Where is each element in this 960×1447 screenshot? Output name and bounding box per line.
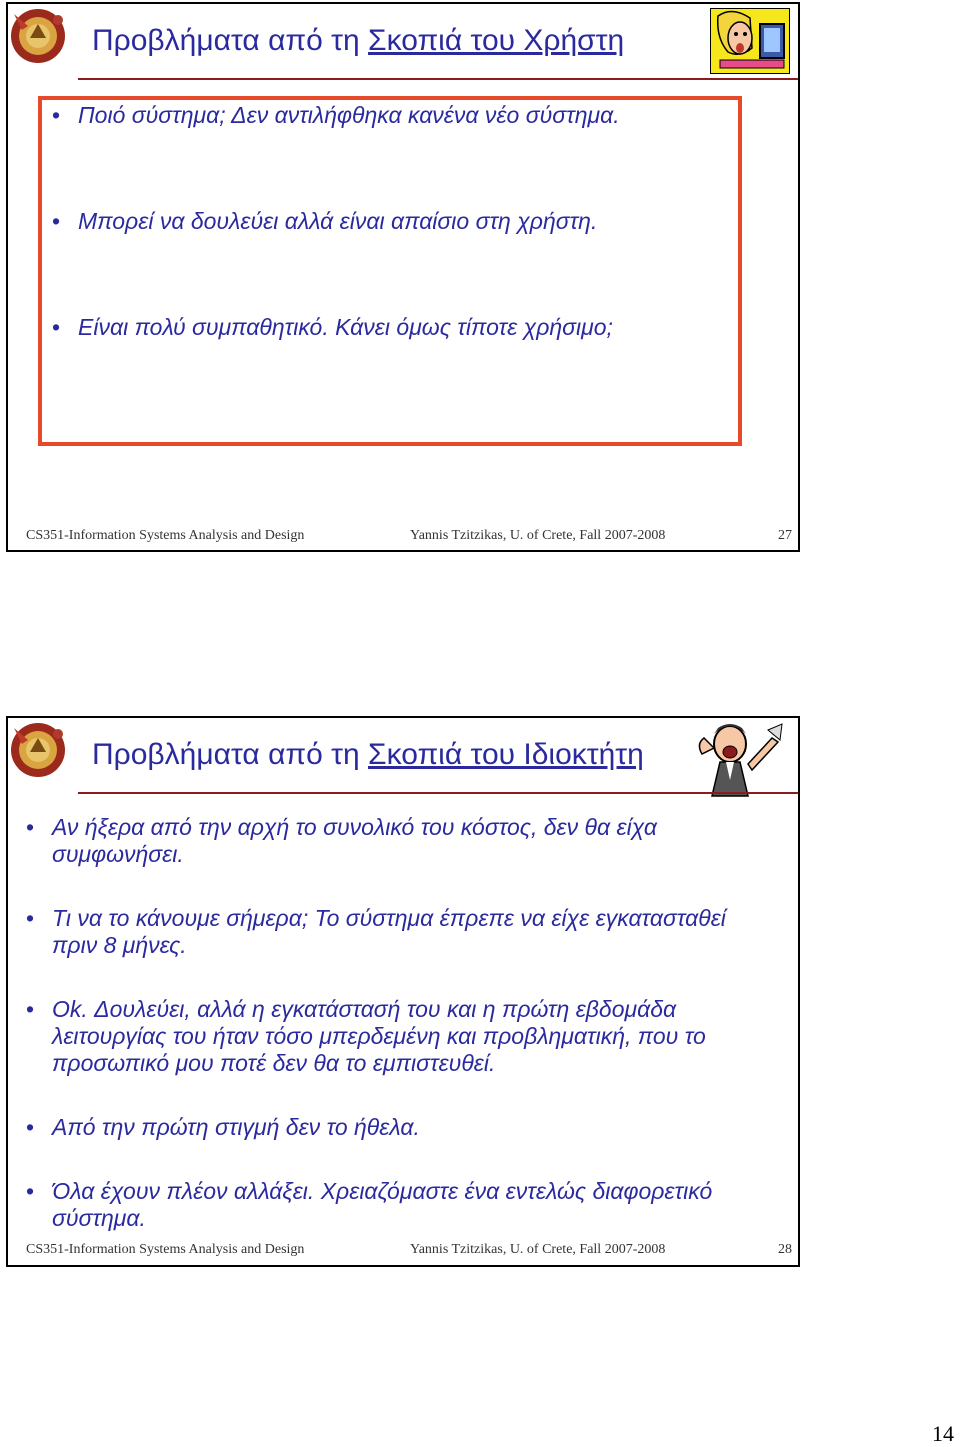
bullet-list	[52, 102, 732, 420]
university-logo-icon	[8, 718, 72, 782]
slide-title	[92, 24, 624, 58]
bullet-item: • Ok. Δουλεύει, αλλά η εγκατάστασή του και η πρώτη εβδομάδα λειτουργίας του ήταν τόσο μπερδεμένη και προβληματική, που το προσωπικό μου ποτέ δεν θα το εμπιστευθεί.	[26, 996, 776, 1077]
slide-header	[8, 718, 798, 796]
shouting-owner-cartoon-icon	[692, 720, 784, 798]
header-rule	[78, 78, 798, 80]
title-prefix: Προβλήματα από τη	[92, 738, 369, 771]
bullet-item: • Όλα έχουν πλέον αλλάξει. Χρειαζόμαστε ένα εντελώς διαφορετικό σύστημα.	[26, 1178, 776, 1232]
title-prefix: Προβλήματα από τη	[92, 24, 369, 57]
footer-course: CS351-Information Systems Analysis and Design	[26, 1242, 305, 1257]
header-rule	[78, 792, 798, 794]
footer-author: Yannis Tzitzikas, U. of Crete, Fall 2007-2008	[410, 528, 666, 543]
university-logo-icon	[8, 4, 72, 68]
bullet-item: • Είναι πολύ συμπαθητικό. Κάνει όμως τίποτε χρήσιμο;	[52, 314, 732, 341]
footer-course: CS351-Information Systems Analysis and Design	[26, 528, 305, 543]
title-link[interactable]: Σκοπιά του Ιδιοκτήτη	[368, 738, 644, 771]
slide-title	[92, 738, 644, 772]
bullet-item: • Μπορεί να δουλεύει αλλά είναι απαίσιο στη χρήστη.	[52, 208, 732, 235]
bullet-item: • Τι να το κάνουμε σήμερα; Το σύστημα έπρεπε να είχε εγκατασταθεί πριν 8 μήνες.	[26, 905, 776, 959]
page-number: 14	[932, 1421, 954, 1446]
bullet-list	[26, 814, 776, 1269]
slide-27	[6, 2, 800, 552]
footer-slide-number: 28	[778, 1242, 792, 1257]
slide-28	[6, 716, 800, 1267]
footer-slide-number: 27	[778, 528, 792, 543]
slide-header	[8, 4, 798, 82]
bullet-item: • Αν ήξερα από την αρχή το συνολικό του κόστος, δεν θα είχα συμφωνήσει.	[26, 814, 776, 868]
footer-author: Yannis Tzitzikas, U. of Crete, Fall 2007-2008	[410, 1242, 666, 1257]
title-link[interactable]: Σκοπιά του Χρήστη	[368, 24, 625, 57]
bullet-item: • Από την πρώτη στιγμή δεν το ήθελα.	[26, 1114, 776, 1141]
distressed-user-cartoon-icon	[710, 8, 790, 74]
bullet-item: • Ποιό σύστημα; Δεν αντιλήφθηκα κανένα νέο σύστημα.	[52, 102, 732, 129]
